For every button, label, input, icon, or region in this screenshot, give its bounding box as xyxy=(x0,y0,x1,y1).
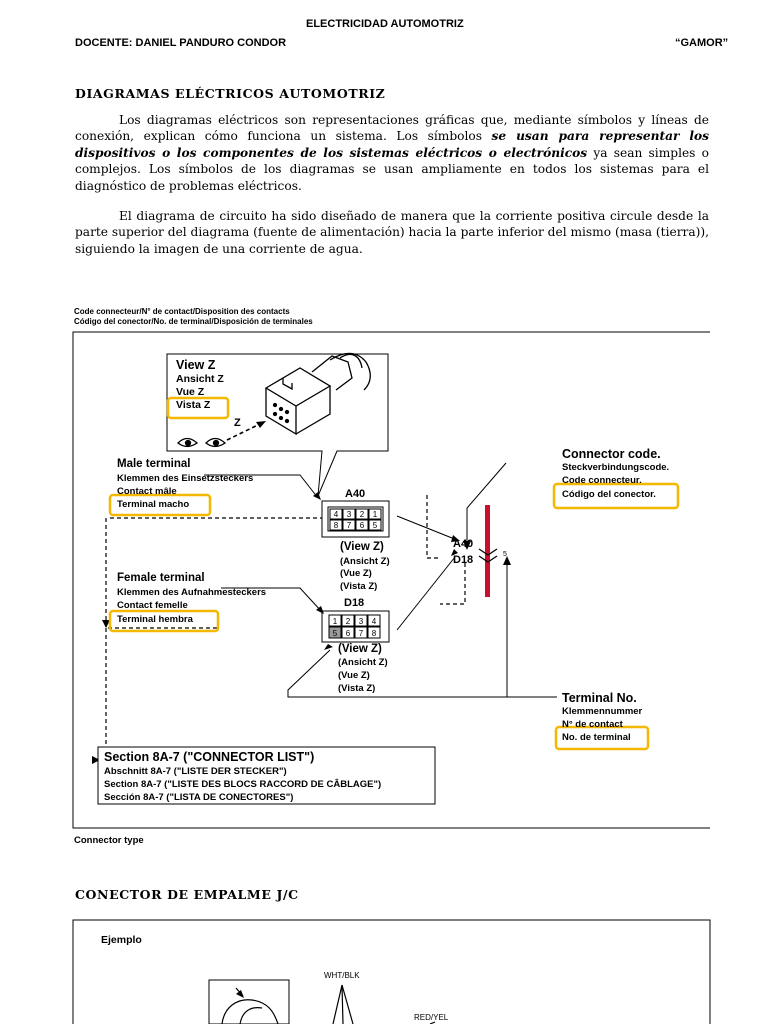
female-terminal-en: Female terminal xyxy=(117,572,205,584)
paragraph-2-text: El diagrama de circuito ha sido diseñado de manera que la corriente positiva circule desde la parte superior del diagrama (fuente de alimentación) hacia la parte inferior del mismo (masa (tierra)), siguiendo la imagen de una corriente de agua. xyxy=(75,209,709,256)
figure-caption-top-2: Código del conector/No. de terminal/Disposición de terminales xyxy=(74,317,313,326)
view-z-de: Ansicht Z xyxy=(176,373,224,385)
a40-pin: 1 xyxy=(372,510,378,519)
a40-pin: 5 xyxy=(372,521,378,530)
section-de: Abschnitt 8A-7 ("LISTE DER STECKER") xyxy=(104,766,287,777)
d18-pin: 1 xyxy=(332,617,338,626)
connector-code-de: Steckverbindungscode. xyxy=(562,462,670,473)
a40-pin: 6 xyxy=(359,521,365,530)
brand-name: “GAMOR” xyxy=(675,37,729,49)
paragraph-1-emphasis: se usan para representar los dispositivos o los componentes de los sistemas eléctricos o electrónicos xyxy=(75,129,709,160)
a40-view-fr: (Vue Z) xyxy=(340,568,372,579)
view-z-fr: Vue Z xyxy=(176,386,205,398)
a40-pin: 2 xyxy=(359,510,365,519)
male-terminal-fr: Contact mâle xyxy=(117,486,177,497)
d18-view: (View Z) xyxy=(338,643,382,655)
connector-code-es: Código del conector. xyxy=(562,489,656,500)
a40-pin: 7 xyxy=(346,521,352,530)
female-terminal-de: Klemmen des Aufnahmesteckers xyxy=(117,587,267,598)
example-label: Ejemplo xyxy=(101,934,142,946)
d18-pin: 7 xyxy=(358,629,364,638)
a40-code: A40 xyxy=(345,488,366,500)
d18-pin: 6 xyxy=(345,629,351,638)
d18-view-es: (Vista Z) xyxy=(338,683,376,694)
male-terminal-en: Male terminal xyxy=(117,458,191,470)
view-z-title: View Z xyxy=(176,358,216,372)
wire-code-d18: D18 xyxy=(453,554,474,566)
section-2-title: CONECTOR DE EMPALME J/C xyxy=(75,887,299,902)
wire-wht-blk: WHT/BLK xyxy=(324,971,360,980)
a40-pin: 4 xyxy=(333,510,339,519)
a40-view-de: (Ansicht Z) xyxy=(340,556,390,567)
terminal-no-en: Terminal No. xyxy=(562,691,637,705)
page-title: DIAGRAMAS ELÉCTRICOS AUTOMOTRIZ xyxy=(75,86,386,101)
paragraph-1-part1: Los diagramas eléctricos son representaciones gráficas que, mediante símbolos y líneas de conexión, explican cómo funciona un sistema. Los símbolos xyxy=(75,113,709,144)
wire-pin-number: 5 xyxy=(503,551,507,558)
figure-caption-top-1: Code connecteur/N° de contact/Disposition des contacts xyxy=(74,307,290,316)
figure-caption-bottom: Connector type xyxy=(74,835,144,846)
wire-code-a40: A40 xyxy=(453,538,474,550)
view-z-es: Vista Z xyxy=(176,399,211,411)
a40-view-es: (Vista Z) xyxy=(340,581,378,592)
d18-view-de: (Ansicht Z) xyxy=(338,657,388,668)
terminal-no-es: No. de terminal xyxy=(562,732,631,743)
section-es: Sección 8A-7 ("LISTA DE CONECTORES") xyxy=(104,792,294,803)
paragraph-1-part2: ya sean simples o complejos. Los símbolos de los diagramas se usan ampliamente en todos los sistemas para el diagnóstico de problemas eléctricos. xyxy=(75,145,709,193)
d18-pin: 4 xyxy=(371,617,377,626)
d18-pin: 8 xyxy=(371,629,377,638)
a40-pin: 8 xyxy=(333,521,339,530)
a40-pin: 3 xyxy=(346,510,352,519)
course-title: ELECTRICIDAD AUTOMOTRIZ xyxy=(306,18,464,30)
wire-red-yel: RED/YEL xyxy=(414,1013,449,1022)
section-fr: Section 8A-7 ("LISTE DES BLOCS RACCORD DE CÂBLAGE") xyxy=(104,779,382,790)
d18-pin: 2 xyxy=(345,617,351,626)
connector-code-en: Connector code. xyxy=(562,447,661,461)
teacher-name: DOCENTE: DANIEL PANDURO CONDOR xyxy=(75,37,287,49)
terminal-no-fr: N° de contact xyxy=(562,719,623,730)
connector-code-fr: Code connecteur. xyxy=(562,475,642,486)
z-arrow-label: Z xyxy=(234,417,241,429)
female-terminal-fr: Contact femelle xyxy=(117,600,188,611)
a40-view: (View Z) xyxy=(340,541,384,553)
d18-pin: 5 xyxy=(332,629,338,638)
terminal-no-de: Klemmennummer xyxy=(562,706,643,717)
d18-code: D18 xyxy=(344,597,365,609)
d18-view-fr: (Vue Z) xyxy=(338,670,370,681)
male-terminal-es: Terminal macho xyxy=(117,499,190,510)
male-terminal-de: Klemmen des Einsetzsteckers xyxy=(117,473,254,484)
d18-pin: 3 xyxy=(358,617,364,626)
female-terminal-es: Terminal hembra xyxy=(117,614,193,625)
section-en: Section 8A-7 ("CONNECTOR LIST") xyxy=(104,750,315,764)
